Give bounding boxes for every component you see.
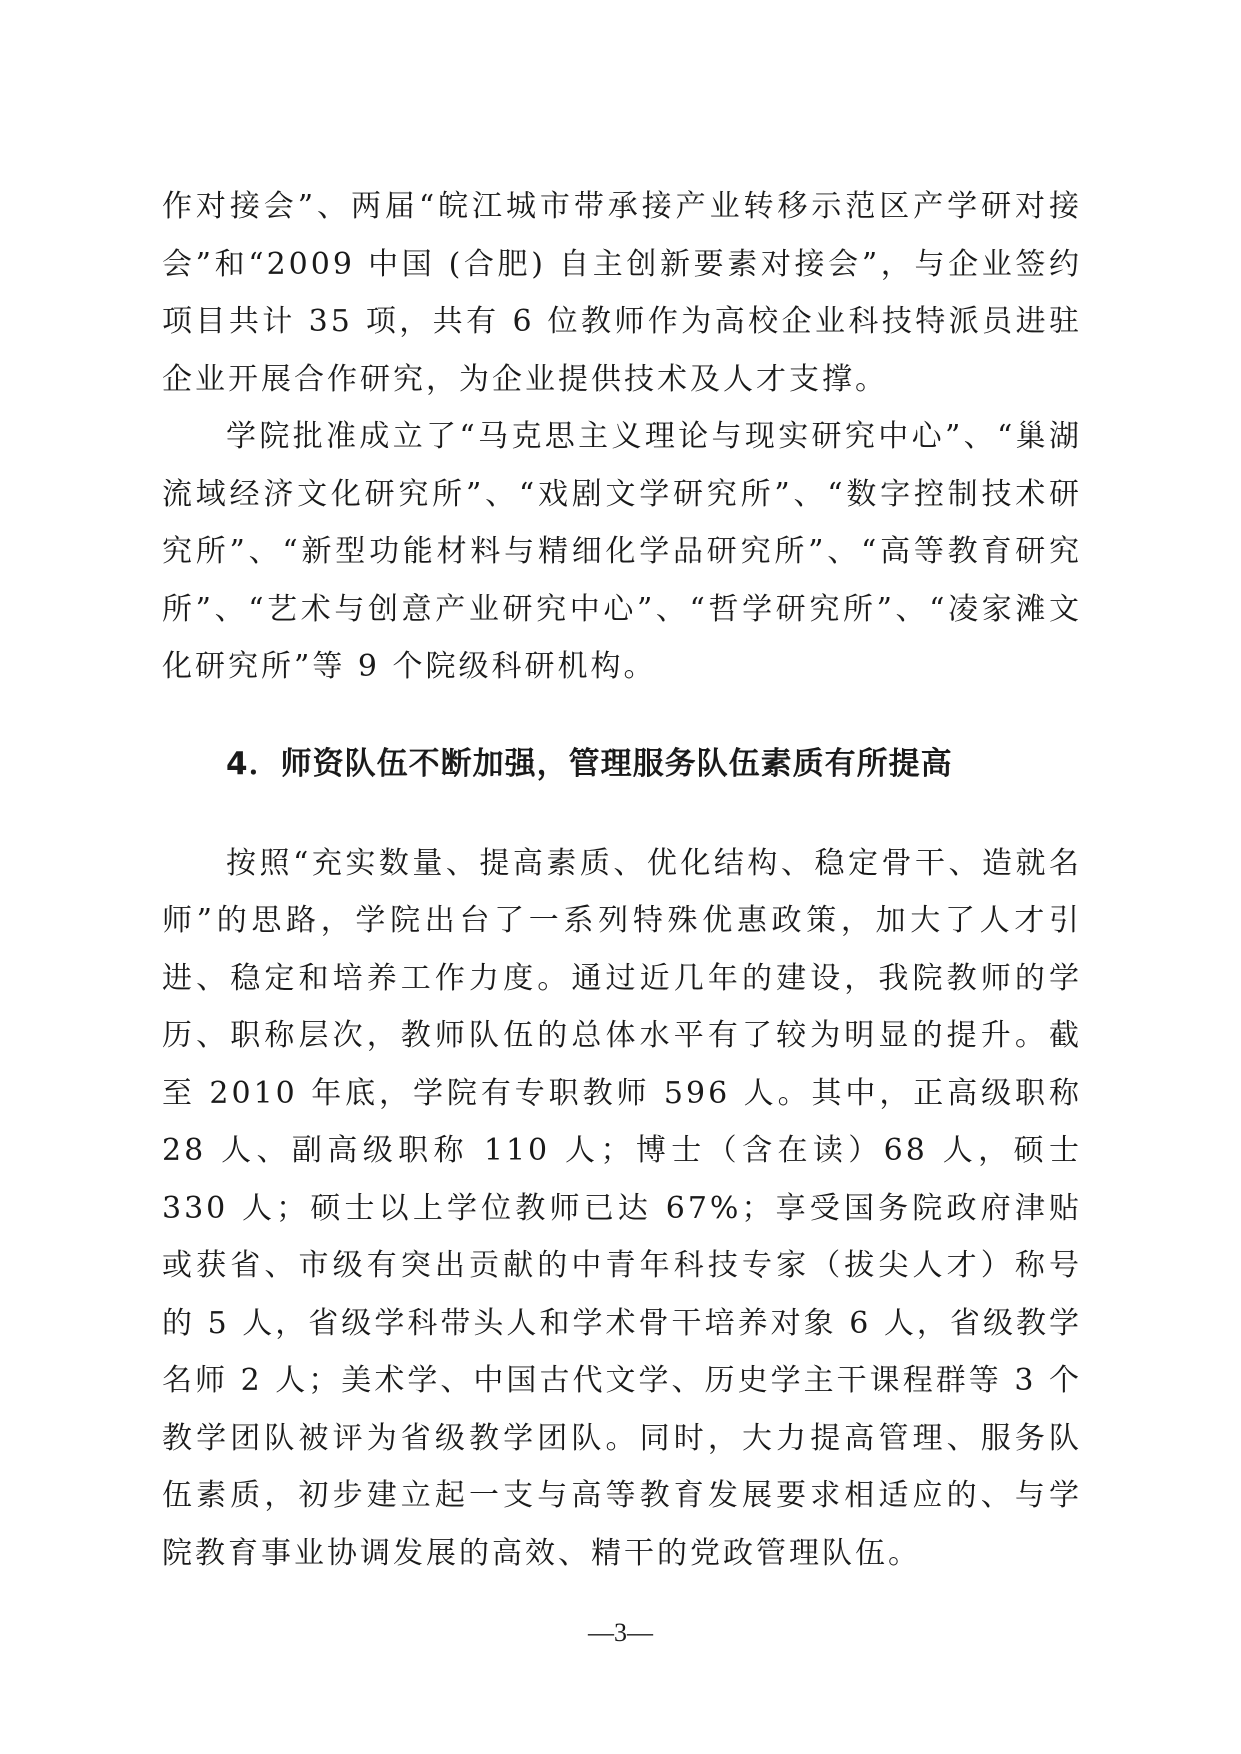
paragraph-faculty: 按照“充实数量、提高素质、优化结构、稳定骨干、造就名师”的思路，学院出台了一系列特殊优惠政策，加大了人才引进、稳定和培养工作力度。通过近几年的建设，我院教师的学历、职称层次，教师队伍的总体水平有了较为明显的提升。截至 2010 年底，学院有专职教师 596 人。其中，正高级职称 28 人、副高级职称 110 人；博士（含在读）68 人，硕士 330 人；硕士以上学位教师已达 67%；享受国务院政府津贴或获省、市级有突出贡献的中青年科技专家（拔尖人才）称号的 5 人，省级学科带头人和学术骨干培养对象 6 人，省级教学名师 2 人；美术学、中国古代文学、历史学主干课程群等 3 个教学团队被评为省级教学团队。同时，大力提高管理、服务队伍素质，初步建立起一支与高等教育发展要求相适应的、与学院教育事业协调发展的高效、精干的党政管理队伍。: [162, 845, 1082, 1571]
paragraph-research-cooperation: 作对接会”、两届“皖江城市带承接产业转移示范区产学研对接会”和“2009 中国 (合肥) 自主创新要素对接会”，与企业签约项目共计 35 项，共有 6 位教师作为高校企业科技特派员进驻企业开展合作研究，为企业提供技术及人才支撑。: [162, 189, 1082, 397]
section-heading: 4．师资队伍不断加强，管理服务队伍素质有所提高: [226, 745, 953, 782]
paragraph-research-institutes: 学院批准成立了“马克思主义理论与现实研究中心”、“巢湖流域经济文化研究所”、“戏剧文学研究所”、“数字控制技术研究所”、“新型功能材料与精细化学品研究所”、“高等教育研究所”、“艺术与创意产业研究中心”、“哲学研究所”、“凌家滩文化研究所”等 9 个院级科研机构。: [162, 419, 1082, 684]
page-number: —3—: [588, 1618, 653, 1647]
document-body: [162, 178, 1082, 1582]
